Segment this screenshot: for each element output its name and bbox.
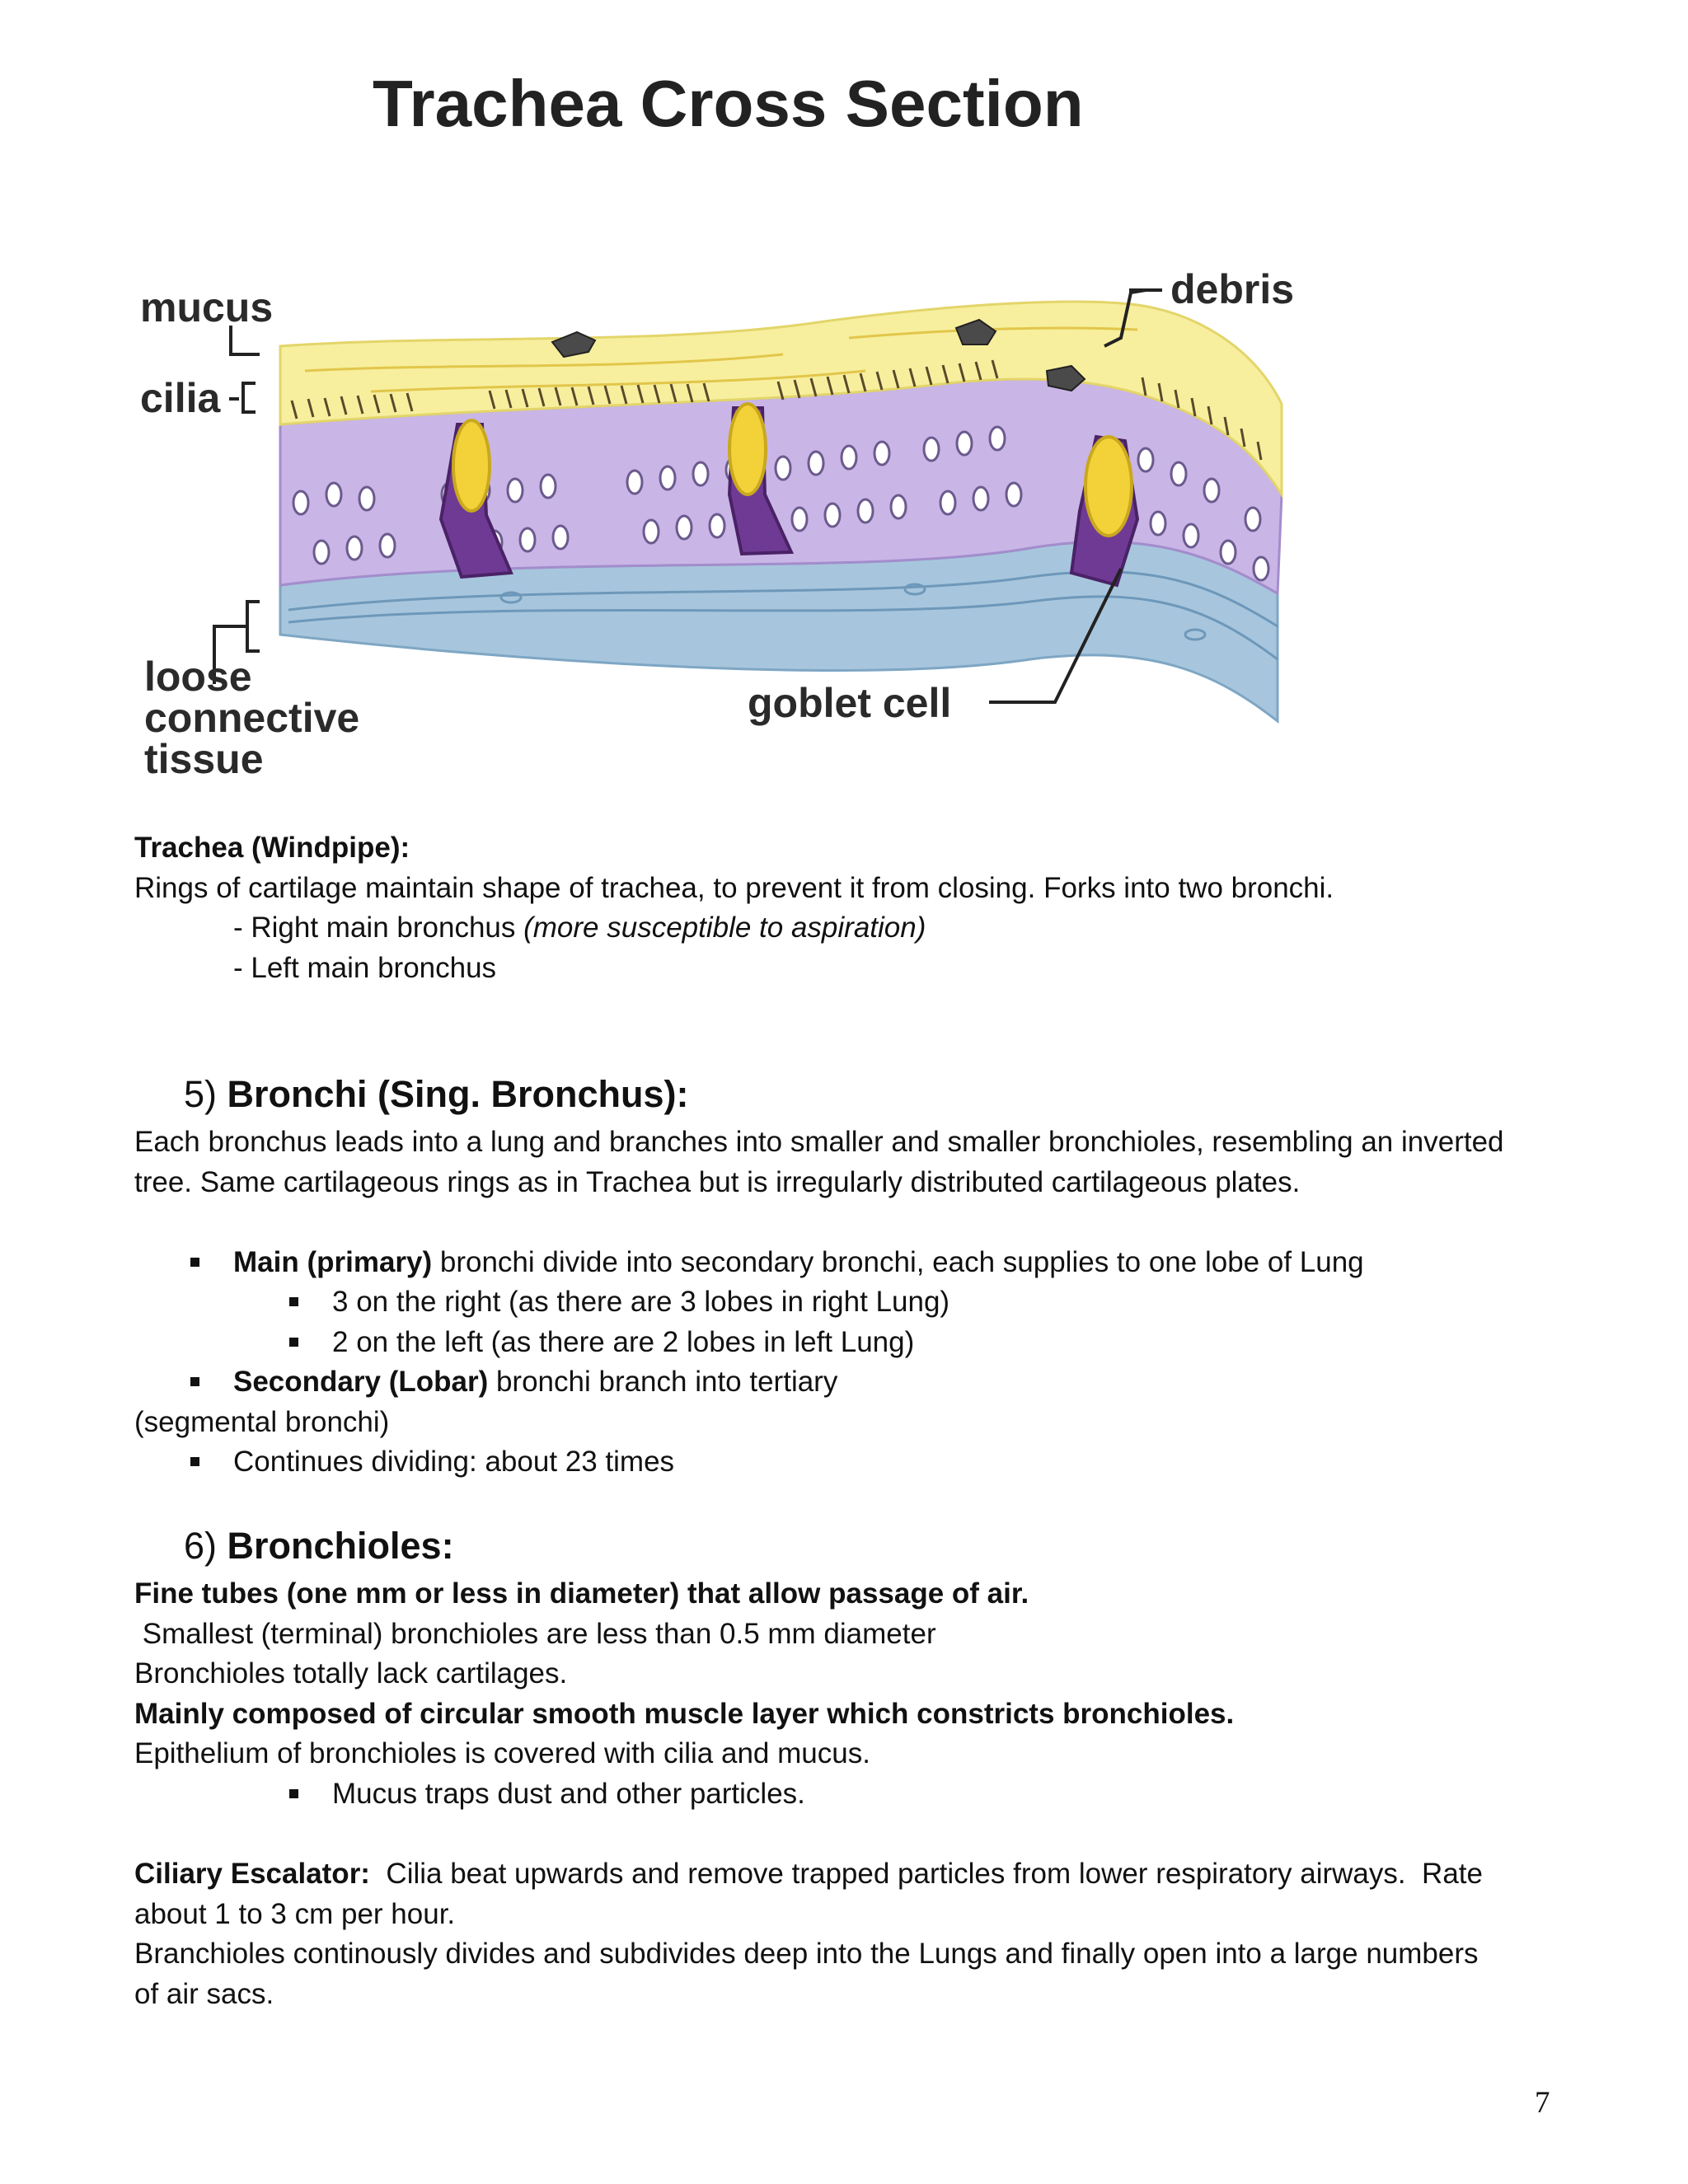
bronchi-para-line2: tree. Same cartilageous rings as in Trachea but is irregularly distributed cartilageous plates. [134,1165,1301,1198]
trachea-body: Rings of cartilage maintain shape of trachea, to prevent it from closing. Forks into two bronchi. [134,871,1334,904]
ciliary-line2: about 1 to 3 cm per hour. [134,1897,456,1930]
trachea-right-bronchus [134,908,1585,949]
main-bold: Main (primary) [233,1245,433,1278]
secondary-bold: Secondary (Lobar) [233,1366,489,1398]
trachea-section [134,828,1585,988]
ciliary-line4: of air sacs. [134,1977,274,2010]
spacer [134,1202,1585,1243]
bullet-marker [190,1377,199,1386]
bronchioles-title: Bronchioles: [227,1525,454,1567]
ciliary-line1 [134,1854,1585,1895]
page-number: 7 [1535,2086,1550,2120]
mucus-bullet-text: Mucus traps dust and other particles. [332,1777,805,1810]
ciliary-section [134,1854,1585,2014]
bronchioles-section [134,1574,1585,1814]
label-mucus: mucus [140,284,274,330]
label-goblet-cell: goblet cell [748,680,952,726]
right-bronchus-text: - Right main bronchus [233,912,524,944]
bullet-main [134,1243,1585,1283]
bronchioles-line4: Mainly composed of circular smooth muscle layer which constricts bronchioles. [134,1697,1235,1730]
secondary-rest: bronchi branch into tertiary [488,1366,838,1398]
figure-title: Trachea Cross Section [373,67,1084,140]
ciliary-line1-rest: Cilia beat upwards and remove trapped particles from lower respiratory airways. Rate [369,1858,1483,1890]
bronchi-number: 5) [184,1073,218,1115]
label-loose: loose [144,654,252,700]
label-tissue: tissue [144,736,264,782]
label-cilia: cilia [140,375,221,421]
sub2-text: 2 on the left (as there are 2 lobes in left Lung) [332,1325,915,1358]
bronchioles-line3: Bronchioles totally lack cartilages. [134,1657,568,1690]
bullet-marker [289,1338,298,1347]
bullet-secondary [134,1362,1585,1403]
main-rest: bronchi divide into secondary bronchi, each supplies to one lobe of Lung [432,1245,1364,1278]
bronchi-title: Bronchi (Sing. Bronchus): [227,1073,689,1115]
sub1-text: 3 on the right (as there are 3 lobes in right Lung) [332,1286,950,1318]
sub-bullet-left [134,1323,1585,1363]
bullet-continues [134,1442,1585,1483]
bronchi-heading [184,1071,689,1118]
bronchioles-line5: Epithelium of bronchioles is covered with cilia and mucus. [134,1737,870,1769]
bronchi-section [134,1122,1585,1483]
label-connective: connective [144,695,360,741]
trachea-heading: Trachea (Windpipe): [134,832,410,864]
bronchioles-heading [184,1523,454,1569]
trachea-cross-section-diagram [124,247,1319,808]
label-debris: debris [1170,266,1295,312]
bullet-marker [289,1789,298,1798]
bullet-marker [190,1457,199,1466]
right-bronchus-note: (more susceptible to aspiration) [523,912,926,944]
ciliary-heading: Ciliary Escalator: [134,1858,370,1890]
bullet-marker [190,1258,199,1267]
trachea-left-bronchus: - Left main bronchus [233,951,497,984]
bronchioles-line1: Fine tubes (one mm or less in diameter) that allow passage of air. [134,1577,1029,1610]
ciliary-line3: Branchioles continously divides and subdivides deep into the Lungs and finally open into a large numbers [134,1938,1479,1970]
continues-text: Continues dividing: about 23 times [233,1446,675,1478]
segmental-line: (segmental bronchi) [134,1405,390,1438]
bronchioles-line2: Smallest (terminal) bronchioles are less than 0.5 mm diameter [134,1617,936,1650]
bronchioles-number: 6) [184,1525,218,1567]
sub-bullet-right [134,1282,1585,1323]
bullet-marker [289,1297,298,1306]
bullet-mucus [134,1774,1585,1815]
bronchi-para-line1: Each bronchus leads into a lung and branches into smaller and smaller bronchioles, resembling an inverted [134,1126,1504,1158]
